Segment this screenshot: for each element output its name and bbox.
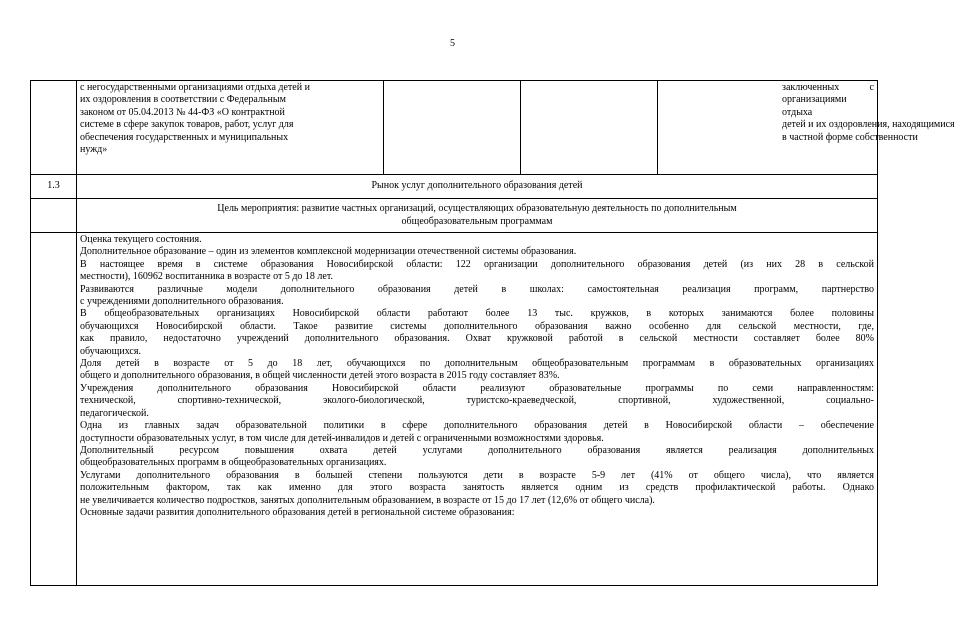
- paragraph-line: доступности образовательных услуг, в том числе для детей-инвалидов и детей с ограниченными возможностями здоровья.: [80, 432, 604, 444]
- section-body-row: [31, 233, 878, 586]
- paragraph-line: педагогической.: [80, 407, 149, 419]
- text-line: их оздоровления в соответствии с Федеральным: [80, 94, 286, 106]
- section-title-row: [31, 175, 878, 199]
- measures-table: [30, 80, 955, 586]
- paragraph-line: Основные задачи развития дополнительного образования детей в региональной системе образования:: [80, 506, 515, 518]
- text-line: в частной форме собственности: [782, 131, 918, 143]
- cell-indicator: [658, 81, 955, 175]
- paragraph-line: В общеобразовательных организациях Новосибирской области работают более 13 тыс. кружков, в которых занимаются более половины: [80, 308, 874, 320]
- text-line: заключенных с организациями отдыха: [782, 82, 874, 118]
- section-goal-row: [31, 199, 878, 233]
- paragraph-line: общеобразовательных программ в общеобразовательных организациях.: [80, 457, 387, 469]
- paragraph-line: Оценка текущего состояния.: [80, 234, 202, 245]
- paragraph-line: с учреждениями дополнительного образования.: [80, 296, 284, 308]
- text-line: детей и их оздоровления, находящимися: [782, 119, 955, 131]
- assessment-text: [77, 233, 878, 586]
- cell-number-empty: [31, 81, 77, 175]
- section-number: 1.3: [31, 175, 77, 199]
- paragraph-line: как правило, недостаточно учреждений дополнительного образования. Охват кружковой работой в сельской местности составляет более 80%: [80, 333, 874, 345]
- paragraph-line: Дополнительный ресурсом повышения охвата детей услугами дополнительного образования является реализация дополнительных: [80, 444, 874, 456]
- cell-empty: [31, 199, 77, 233]
- paragraph-line: не увеличивается количество подростков, занятых дополнительным образованием, в возрасте от 15 до 17 лет (12,6% от общего числа).: [80, 494, 655, 506]
- text-line: обеспечения государственных и муниципальных: [80, 131, 289, 143]
- goal-line: Цель мероприятия: развитие частных организаций, осуществляющих образовательную деятельность по дополнительным: [217, 203, 737, 215]
- paragraph-line: Одна из главных задач образовательной политики в сфере дополнительного образования детей в Новосибирской области – обеспечение: [80, 420, 874, 432]
- paragraph-line: общего и дополнительного образования, в общей численности детей этого возраста в 2015 году составляет 83%.: [80, 370, 560, 382]
- cell-empty: [384, 81, 521, 175]
- paragraph-line: местности), 160962 воспитанника в возрасте от 5 до 18 лет.: [80, 271, 333, 283]
- text-line: нужд»: [80, 144, 108, 156]
- cell-measure-description: [77, 81, 384, 175]
- section-title: Рынок услуг дополнительного образования детей: [77, 175, 878, 199]
- paragraph-line: Дополнительное образование – один из элементов комплексной модернизации отечественной системы образования.: [80, 246, 577, 258]
- paragraph-line: обучающихся.: [80, 345, 141, 357]
- section-goal: [77, 199, 878, 233]
- cell-empty: [31, 233, 77, 586]
- text-line: с негосударственными организациями отдыха детей и: [80, 82, 310, 93]
- page-number: 5: [450, 38, 455, 49]
- paragraph-line: положительным фактором, так как именно для этого возраста занятость является одним из средств профилактической работы. Однако: [80, 482, 874, 494]
- cell-empty: [521, 81, 658, 175]
- text-line: системе в сфере закупок товаров, работ, услуг для: [80, 119, 294, 131]
- paragraph-line: Услугами дополнительного образования в большей степени пользуются дети в возрасте 5-9 лет (41% от общего числа), что является: [80, 469, 874, 481]
- paragraph-line: Доля детей в возрасте от 5 до 18 лет, обучающихся по дополнительным общеобразовательным программам в образовательных организациях: [80, 358, 874, 370]
- paragraph-line: В настоящее время в системе образования Новосибирской области: 122 организации дополнительного образования детей (из них 28 в сельской: [80, 258, 874, 270]
- table-row-continuation: [31, 81, 878, 175]
- goal-line: общеобразовательным программам: [401, 215, 553, 227]
- paragraph-line: Развиваются различные модели дополнительного образования детей в школах: самостоятельная реализация программ, партнерство: [80, 283, 874, 295]
- text-line: законом от 05.04.2013 № 44-ФЗ «О контрактной: [80, 106, 285, 118]
- paragraph-line: обучающихся Новосибирской области. Такое развитие системы дополнительного образования важно особенно для сельской местности, где,: [80, 320, 874, 332]
- paragraph-line: Учреждения дополнительного образования Новосибирской области реализуют образовательные программы по семи направленностям:: [80, 382, 874, 394]
- paragraph-line: технической, спортивно-технической, эколого-биологической, туристско-краеведческой, спортивной, художественной, социально-: [80, 395, 874, 407]
